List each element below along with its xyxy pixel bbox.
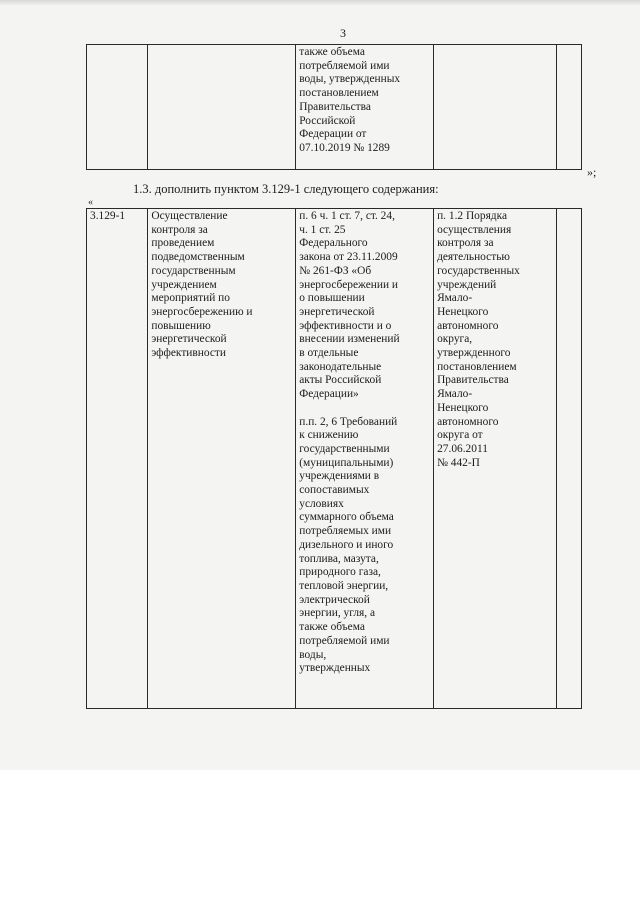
activity-text: Осуществление контроля за проведением подведомственным государственным учреждением мероприятий по энергосбережению и повышению энергетической эффективности [151, 210, 253, 360]
item-number: 3.129-1 [90, 210, 126, 222]
cell-number [87, 209, 148, 709]
table-row [87, 45, 582, 170]
new-item-table [86, 208, 582, 709]
cell-number [87, 45, 148, 170]
cell-federal-basis [296, 45, 434, 170]
cell-extra [556, 45, 581, 170]
cell-regional-basis [434, 209, 557, 709]
cell-regional-basis [434, 45, 557, 170]
page-number: 3 [340, 26, 346, 40]
cell-text: также объема потребляемой ими воды, утвержденных постановлением Правительства Российской Федерации от 07.10.2019 № 1289 [299, 46, 401, 154]
table-row [87, 209, 582, 709]
cell-federal-basis [296, 209, 434, 709]
federal-basis-text: п. 6 ч. 1 ст. 7, ст. 24, ч. 1 ст. 25 Федерального закона от 23.11.2009 № 261-ФЗ «Об энергосбережении и о повышении энергетической эффективности и о внесении изменений в отдельные законодательные акты Российской Федерации» п.п. 2, 6 Требований к снижению государственными (муниципальными) учреждениями в сопоставимых условиях суммарного объема потребляемых ими дизельного и иного топлива, мазута, природного газа, тепловой энергии, электрической энергии, угля, а также объема потребляемой ими воды, утвержденных [299, 210, 400, 675]
cell-extra [556, 209, 581, 709]
continuation-table [86, 44, 582, 170]
scan-edge-shadow [0, 0, 640, 6]
regional-basis-text: п. 1.2 Порядка осуществления контроля за деятельностью государственных учреждений Ямало- Ненецкого автономного округа, утвержденного постановлением Правительства Ямало- Ненецкого автономного округа от 27.06.2011 № 442-П [437, 210, 520, 469]
cell-activity [148, 209, 296, 709]
opening-quote: « [88, 197, 93, 208]
closing-quote: »; [587, 165, 597, 179]
cell-activity [148, 45, 296, 170]
amendment-paragraph: 1.3. дополнить пунктом 3.129-1 следующего содержания: [133, 182, 439, 196]
